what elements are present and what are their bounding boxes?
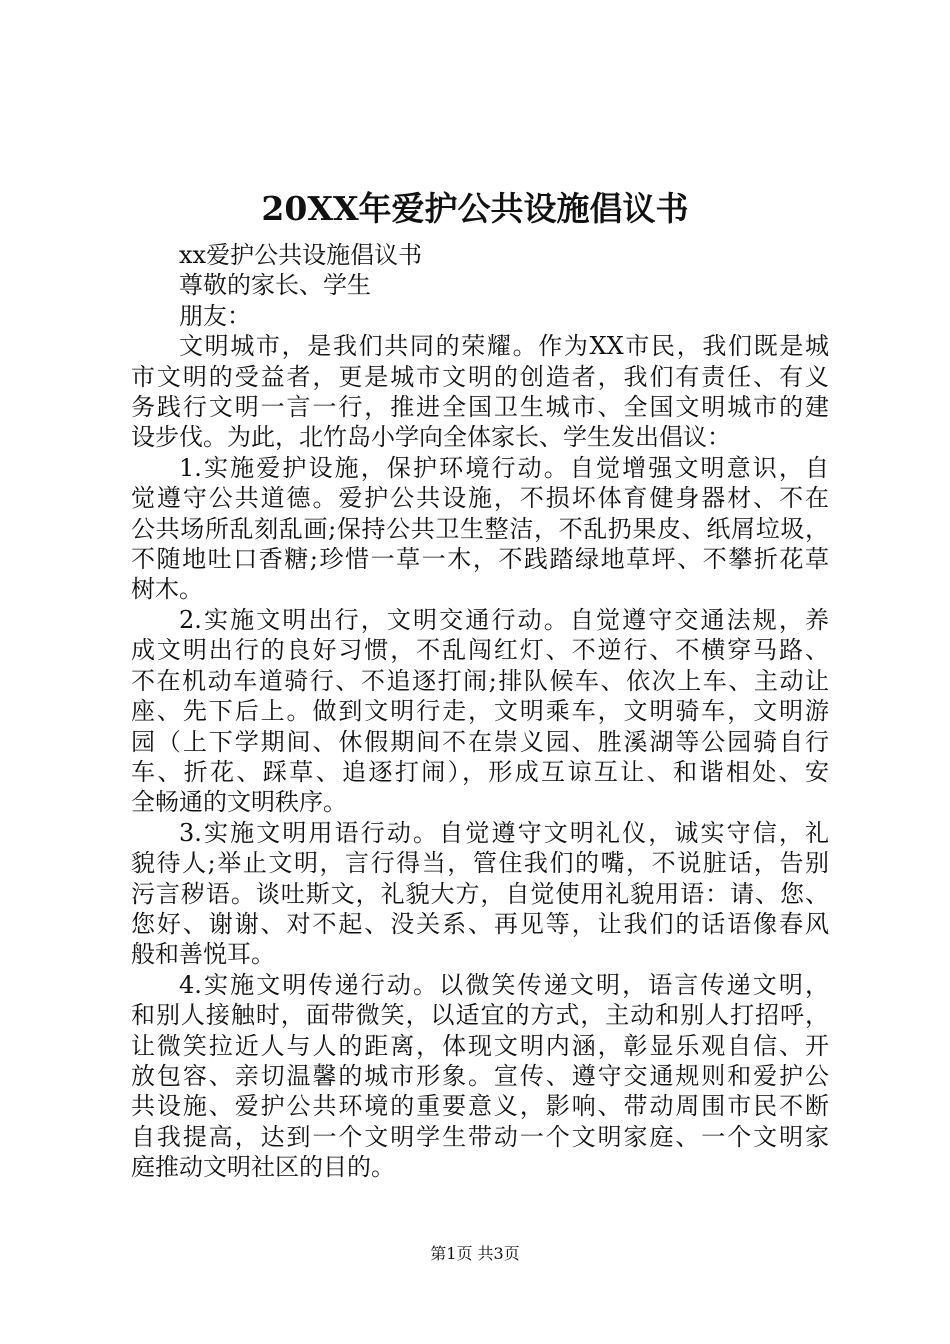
body-line: 市文明的受益者，更是城市文明的创造者，我们有责任、有义 — [131, 362, 829, 391]
body-line: 庭推动文明社区的目的。 — [131, 1153, 395, 1182]
body-line: 和别人接触时，面带微笑，以适宜的方式，主动和别人打招呼， — [131, 1001, 829, 1030]
salutation-line: 朋友： — [179, 301, 251, 330]
document-title: 20XX年爱护公共设施倡议书 — [261, 189, 689, 228]
body-line: 座、先下后上。做到文明行走，文明乘车，文明骑车，文明游 — [131, 697, 829, 726]
body-line: 务践行文明一言一行，推进全国卫生城市、全国文明城市的建 — [131, 393, 829, 422]
body-line: 污言秽语。谈吐斯文，礼貌大方，自觉使用礼貌用语：请、您、 — [131, 879, 829, 908]
body-line: 貌待人;举止文明，言行得当，管住我们的嘴，不说脏话，告别 — [131, 849, 829, 878]
body-line: 文明城市，是我们共同的荣耀。作为XX市民，我们既是城 — [179, 332, 829, 361]
body-line: 公共场所乱刻乱画;保持公共卫生整洁，不乱扔果皮、纸屑垃圾， — [131, 514, 829, 543]
body-line: 2.实施文明出行，文明交通行动。自觉遵守交通法规，养 — [179, 605, 829, 634]
body-line: 让微笑拉近人与人的距离，体现文明内涵，彰显乐观自信、开 — [131, 1031, 829, 1060]
body-line: 不随地吐口香糖;珍惜一草一木，不践踏绿地草坪、不攀折花草 — [131, 545, 829, 574]
body-line: 自我提高，达到一个文明学生带动一个文明家庭、一个文明家 — [131, 1122, 829, 1151]
page-number-footer: 第1页 共3页 — [430, 1244, 520, 1263]
body-line: 4.实施文明传递行动。以微笑传递文明，语言传递文明， — [179, 970, 829, 999]
body-line: 园（上下学期间、休假期间不在崇义园、胜溪湖等公园骑自行 — [131, 727, 829, 756]
body-line: 车、折花、踩草、追逐打闹），形成互谅互让、和谐相处、安 — [131, 757, 829, 786]
body-line: 您好、谢谢、对不起、没关系、再见等，让我们的话语像春风 — [131, 909, 829, 938]
salutation-line: 尊敬的家长、学生 — [179, 271, 371, 300]
subtitle-line: xx爱护公共设施倡议书 — [179, 241, 423, 269]
body-line: 3.实施文明用语行动。自觉遵守文明礼仪，诚实守信，礼 — [179, 818, 829, 847]
body-line: 设步伐。为此，北竹岛小学向全体家长、学生发出倡议： — [131, 423, 731, 452]
body-line: 不在机动车道骑行、不追逐打闹;排队候车、依次上车、主动让 — [131, 666, 829, 695]
document-body — [131, 240, 829, 1183]
body-line: 放包容、亲切温馨的城市形象。宣传、遵守交通规则和爱护公 — [131, 1061, 829, 1090]
body-line: 1.实施爱护设施，保护环境行动。自觉增强文明意识，自 — [179, 453, 829, 482]
body-line: 觉遵守公共道德。爱护公共设施，不损坏体育健身器材、不在 — [131, 484, 829, 513]
body-line: 全畅通的文明秩序。 — [131, 788, 347, 817]
body-line: 共设施、爱护公共环境的重要意义，影响、带动周围市民不断 — [131, 1092, 829, 1121]
body-line: 成文明出行的良好习惯，不乱闯红灯、不逆行、不横穿马路、 — [131, 636, 829, 665]
body-line: 般和善悦耳。 — [131, 940, 275, 969]
body-line: 树木。 — [131, 575, 203, 604]
